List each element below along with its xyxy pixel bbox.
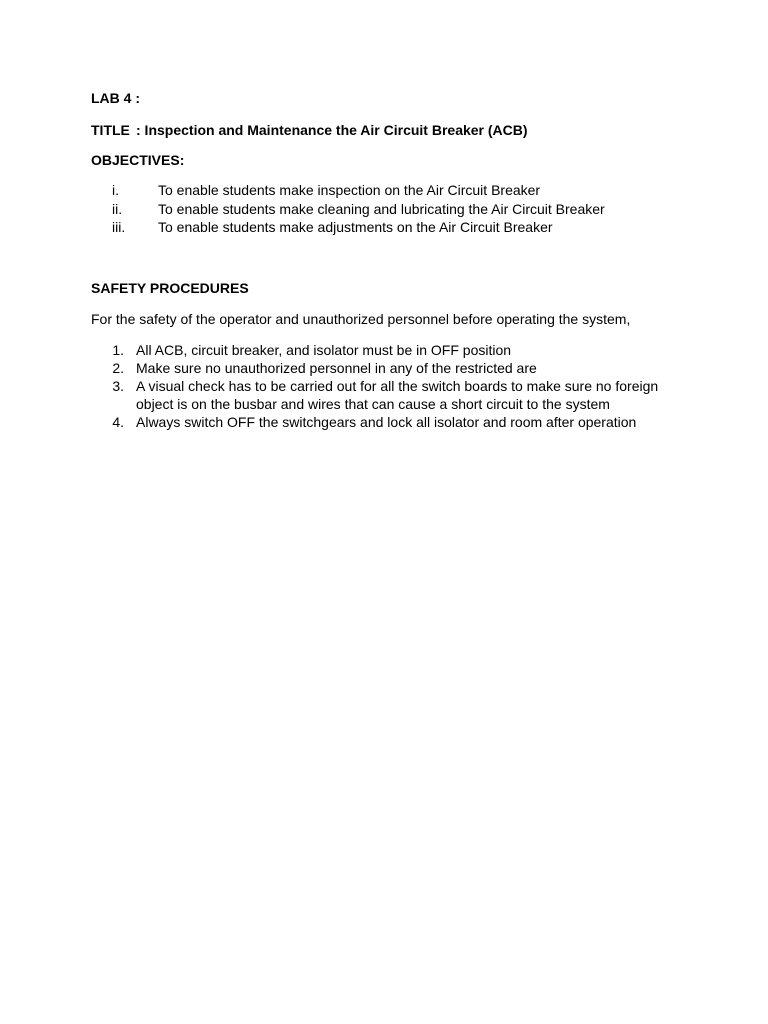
- safety-text: A visual check has to be carried out for all the switch boards to make sure no foreign: [136, 378, 659, 394]
- safety-marker: 2.: [112, 360, 124, 376]
- safety-text-continued: object is on the busbar and wires that can cause a short circuit to the system: [136, 396, 610, 412]
- objective-marker: i.: [112, 182, 119, 198]
- safety-text: Always switch OFF the switchgears and lock all isolator and room after operation: [136, 414, 637, 430]
- safety-marker: 1.: [112, 342, 124, 358]
- title-text: : Inspection and Maintenance the Air Circuit Breaker (ACB): [136, 122, 528, 138]
- title-prefix: TITLE: [91, 122, 130, 138]
- safety-text: Make sure no unauthorized personnel in any of the restricted are: [136, 360, 537, 376]
- safety-marker: 3.: [112, 378, 124, 394]
- objective-marker: iii.: [112, 219, 126, 235]
- objective-marker: ii.: [112, 201, 123, 217]
- safety-heading: SAFETY PROCEDURES: [91, 280, 249, 296]
- objective-text: To enable students make cleaning and lubricating the Air Circuit Breaker: [158, 201, 605, 217]
- safety-marker: 4.: [112, 414, 124, 430]
- lab-label: LAB 4 :: [91, 90, 140, 106]
- safety-text: All ACB, circuit breaker, and isolator must be in OFF position: [136, 342, 512, 358]
- safety-intro: For the safety of the operator and unauthorized personnel before operating the system,: [91, 311, 631, 327]
- objective-text: To enable students make adjustments on the Air Circuit Breaker: [158, 219, 553, 235]
- objective-text: To enable students make inspection on the Air Circuit Breaker: [158, 182, 541, 198]
- objectives-heading: OBJECTIVES:: [91, 152, 185, 168]
